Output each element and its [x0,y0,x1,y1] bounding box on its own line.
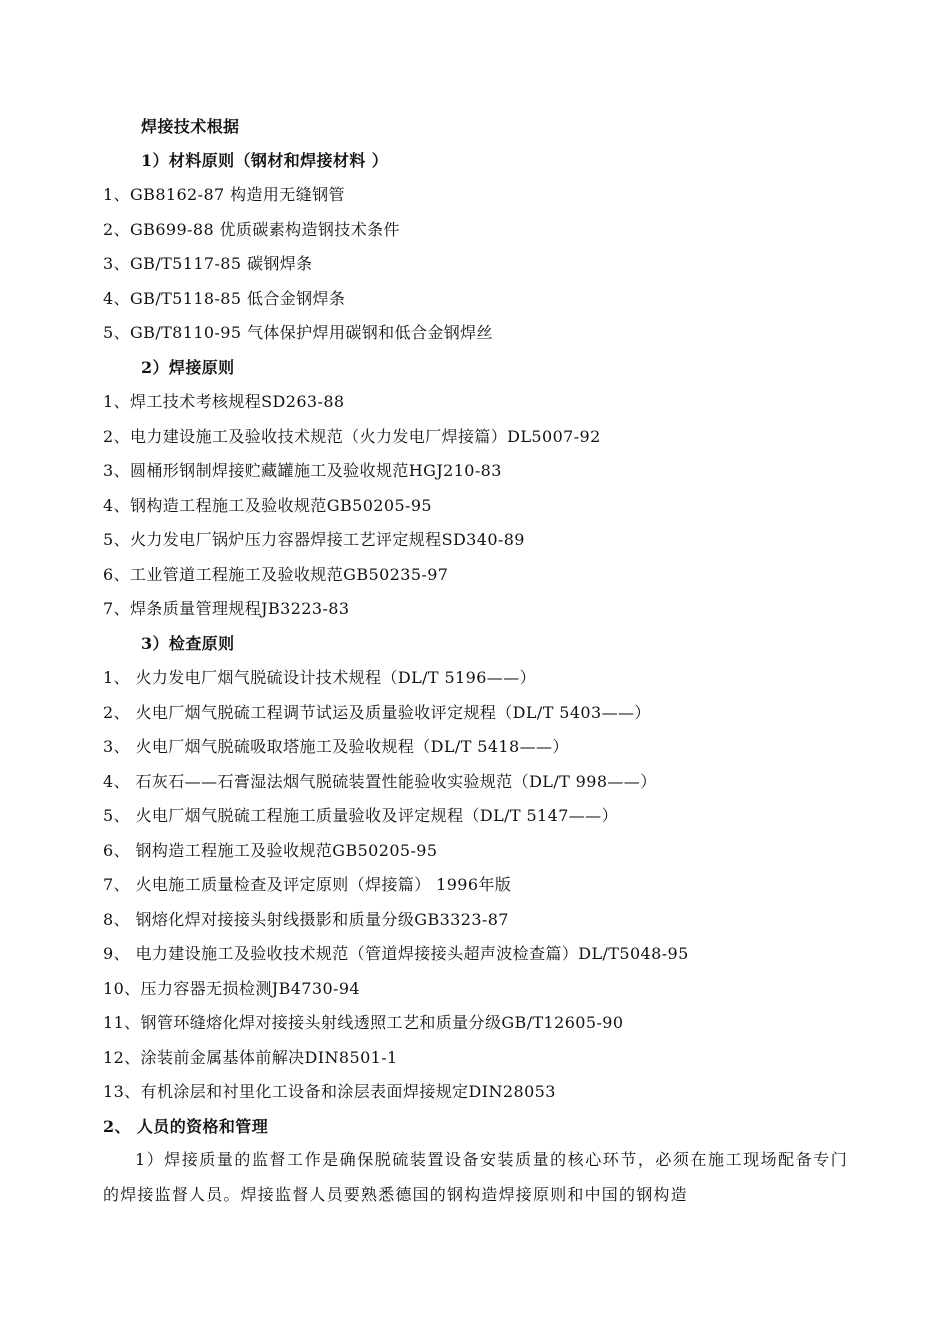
list-item: 5、GB/T8110-95 气体保护焊用碳钢和低合金钢焊丝 [103,323,493,342]
list-item: 7、焊条质量管理规程JB3223-83 [103,599,350,618]
list-item: 12、涂装前金属基体前解决DIN8501-1 [103,1048,398,1067]
list-item: 6、工业管道工程施工及验收规范GB50235-97 [103,565,449,584]
list-item: 6、 钢构造工程施工及验收规范GB50205-95 [103,841,438,860]
list-item: 10、压力容器无损检测JB4730-94 [103,979,361,998]
list-item: 9、 电力建设施工及验收技术规范（管道焊接接头超声波检查篇）DL/T5048-95 [103,944,689,963]
document-heading: 焊接技术根据 [141,117,240,136]
section-title-personnel: 2、 人员的资格和管理 [103,1117,269,1136]
list-item: 3、GB/T5117-85 碳钢焊条 [103,254,313,273]
list-item: 11、钢管环缝熔化焊对接接头射线透照工艺和质量分级GB/T12605-90 [103,1013,624,1032]
list-item: 4、钢构造工程施工及验收规范GB50205-95 [103,496,432,515]
list-item: 2、电力建设施工及验收技术规范（火力发电厂焊接篇）DL5007-92 [103,427,601,446]
list-item: 5、火力发电厂锅炉压力容器焊接工艺评定规程SD340-89 [103,530,525,549]
list-item: 7、 火电施工质量检查及评定原则（焊接篇） 1996年版 [103,875,512,894]
section-title-materials: 1）材料原则（钢材和焊接材料 ） [141,151,389,170]
list-item: 3、 火电厂烟气脱硫吸取塔施工及验收规程（DL/T 5418——） [103,737,569,756]
list-item: 1、焊工技术考核规程SD263-88 [103,392,345,411]
section-title-welding: 2）焊接原则 [141,358,235,377]
list-item: 1、 火力发电厂烟气脱硫设计技术规程（DL/T 5196——） [103,668,536,687]
list-item: 4、GB/T5118-85 低合金钢焊条 [103,289,346,308]
list-item: 5、 火电厂烟气脱硫工程施工质量验收及评定规程（DL/T 5147——） [103,806,618,825]
list-item: 13、有机涂层和衬里化工设备和涂层表面焊接规定DIN28053 [103,1082,556,1101]
list-item: 2、 火电厂烟气脱硫工程调节试运及质量验收评定规程（DL/T 5403——） [103,703,651,722]
section-title-inspection: 3）检查原则 [141,634,235,653]
list-item: 3、圆桶形钢制焊接贮藏罐施工及验收规范HGJ210-83 [103,461,502,480]
list-item: 4、 石灰石——石膏湿法烟气脱硫装置性能验收实验规范（DL/T 998——） [103,772,657,791]
list-item: 2、GB699-88 优质碳素构造钢技术条件 [103,220,400,239]
personnel-paragraph: 1）焊接质量的监督工作是确保脱硫装置设备安装质量的核心环节，必须在施工现场配备专门的焊接监督人员。焊接监督人员要熟悉德国的钢构造焊接原则和中国的钢构造 [103,1150,848,1204]
list-item: 1、GB8162-87 构造用无缝钢管 [103,185,345,204]
list-item: 8、 钢熔化焊对接接头射线摄影和质量分级GB3323-87 [103,910,509,929]
